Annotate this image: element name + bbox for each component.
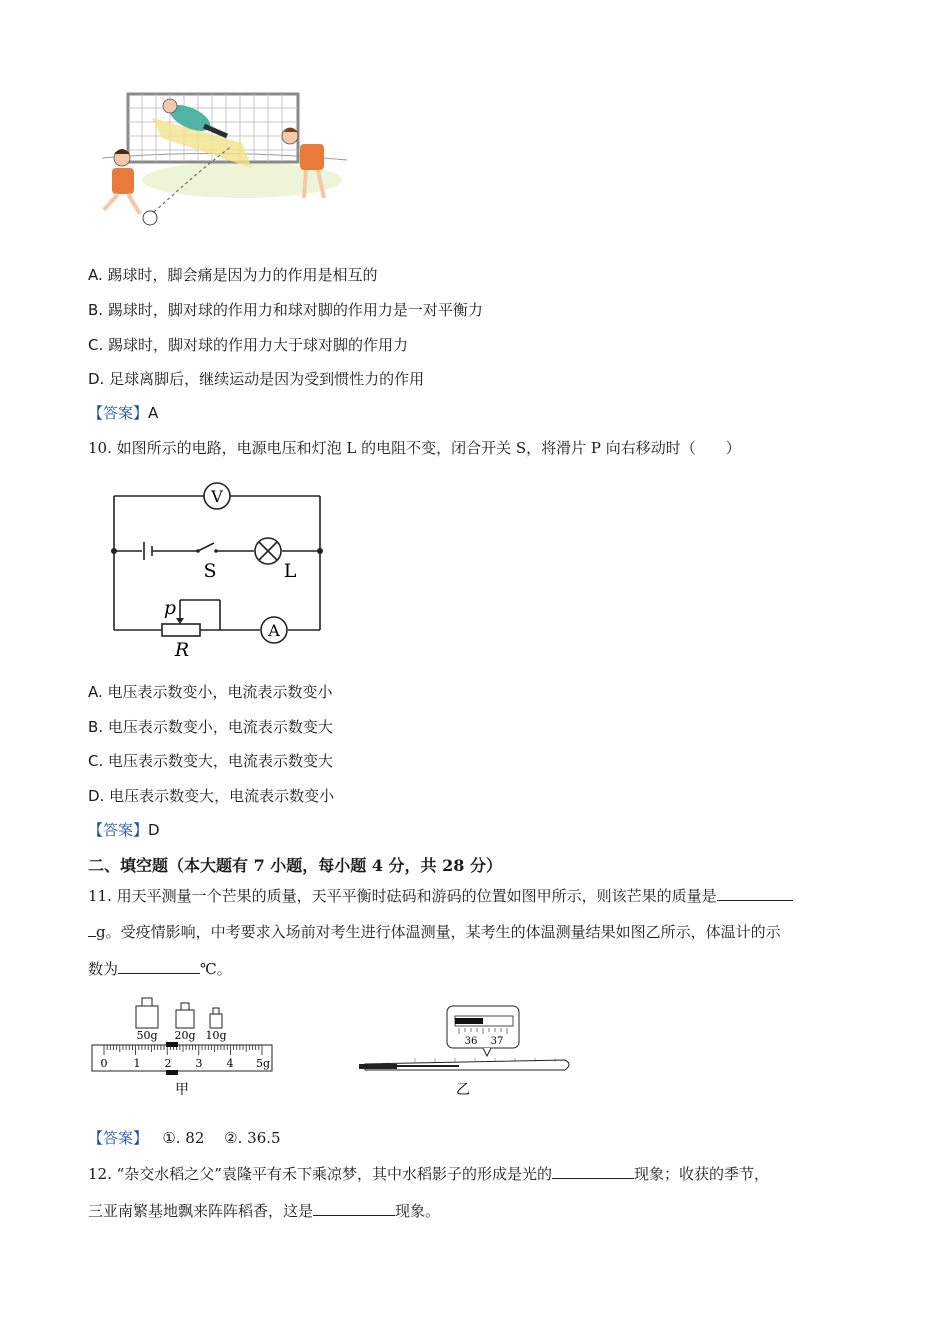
q12-blank-2[interactable] bbox=[313, 1201, 395, 1216]
q10-stem: 10. 如图所示的电路，电源电压和灯泡 L 的电阻不变，闭合开关 S，将滑片 P 向右移动时（ ） bbox=[88, 439, 741, 457]
q9-option-b: B. 踢球时，脚对球的作用力和球对脚的作用力是一对平衡力 bbox=[88, 301, 483, 319]
q12-blank-1[interactable] bbox=[552, 1164, 634, 1179]
q12-line1: 12. “杂交水稻之父”袁隆平有禾下乘凉梦，其中水稻影子的形成是光的 现象；收获的季节， bbox=[88, 1165, 769, 1183]
circuit-diagram bbox=[108, 480, 330, 660]
q11-blank-1[interactable] bbox=[717, 886, 793, 901]
voltmeter-label: V bbox=[211, 487, 223, 506]
q11-answer: 【答案】 ①. 82 ②. 36.5 bbox=[88, 1129, 281, 1147]
q10-option-c: C. 电压表示数变大，电流表示数变大 bbox=[88, 752, 334, 770]
q12-line2: 三亚南繁基地飘来阵阵稻香，这是 现象。 bbox=[88, 1202, 441, 1220]
q9-option-a: A. 踢球时，脚会痛是因为力的作用是相互的 bbox=[88, 266, 378, 284]
scale-tick-5g: 5g bbox=[255, 1057, 271, 1070]
q9-option-c: C. 踢球时，脚对球的作用力大于球对脚的作用力 bbox=[88, 336, 409, 354]
label-yi: 乙 bbox=[456, 1082, 470, 1098]
slider-label: p bbox=[163, 597, 177, 619]
q11-line3: 数为 ℃。 bbox=[88, 960, 232, 978]
scale-tick-1: 1 bbox=[133, 1057, 141, 1070]
q11-blank-2[interactable] bbox=[118, 959, 200, 974]
resistor-label: R bbox=[174, 639, 190, 660]
section-title: 二、填空题（本大题有 7 小题，每小题 4 分，共 28 分） bbox=[88, 856, 502, 875]
scale-tick-3: 3 bbox=[195, 1057, 203, 1070]
thermo-tick-37: 37 bbox=[490, 1036, 504, 1047]
weight-10g: 10g bbox=[205, 1029, 227, 1042]
thermometer-figure bbox=[355, 1004, 577, 1100]
lamp-label: L bbox=[283, 560, 297, 582]
weight-20g: 20g bbox=[174, 1029, 196, 1042]
scale-tick-0: 0 bbox=[100, 1057, 108, 1070]
q10-option-a: A. 电压表示数变小，电流表示数变小 bbox=[88, 683, 333, 701]
q10-option-d: D. 电压表示数变大，电流表示数变小 bbox=[88, 787, 335, 805]
thermo-tick-36: 36 bbox=[464, 1036, 478, 1047]
balance-figure bbox=[88, 990, 280, 1100]
q11-line2: g。受疫情影响，中考要求入场前对考生进行体温测量，某考生的体温测量结果如图乙所示，体温计的示 bbox=[88, 921, 781, 942]
q10-option-b: B. 电压表示数变小，电流表示数变大 bbox=[88, 718, 333, 736]
scale-tick-4: 4 bbox=[226, 1057, 234, 1070]
q9-option-d: D. 足球离脚后，继续运动是因为受到惯性力的作用 bbox=[88, 370, 425, 388]
weight-50g: 50g bbox=[136, 1029, 158, 1042]
label-jia: 甲 bbox=[175, 1082, 189, 1098]
soccer-illustration bbox=[92, 88, 354, 234]
q11-line1: 11. 用天平测量一个芒果的质量，天平平衡时砝码和游码的位置如图甲所示，则该芒果的质量是 bbox=[88, 885, 793, 906]
switch-label: S bbox=[203, 560, 217, 582]
ammeter-label: A bbox=[268, 621, 280, 640]
q10-answer: 【答案】D bbox=[88, 821, 160, 839]
q9-answer: 【答案】A bbox=[88, 404, 159, 422]
scale-tick-2: 2 bbox=[164, 1057, 172, 1070]
